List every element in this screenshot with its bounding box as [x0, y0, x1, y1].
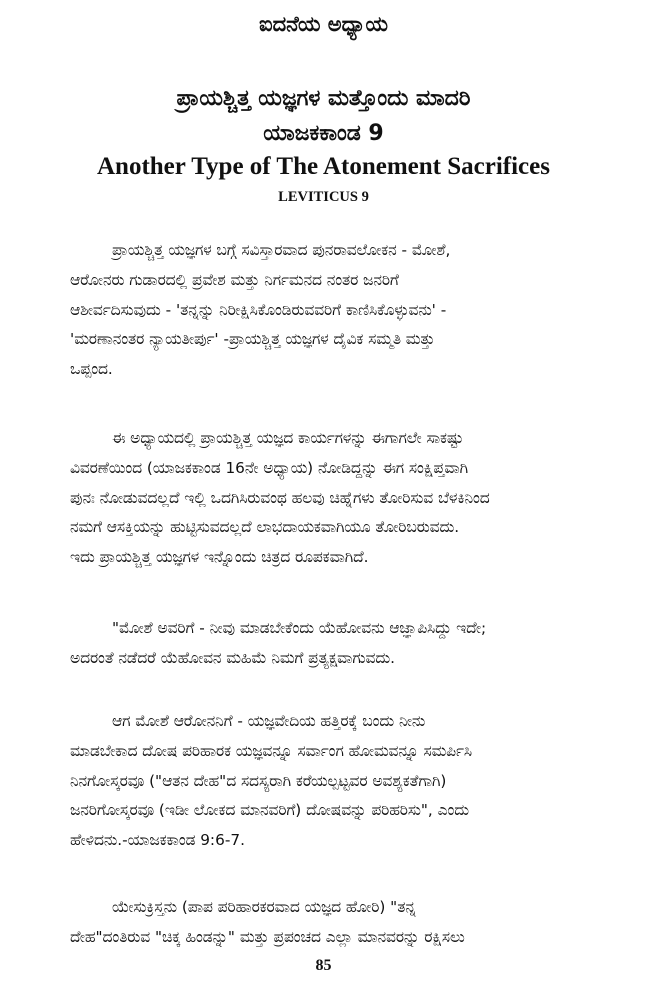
paragraph-line: ಆಶೀರ್ವದಿಸುವುದು - 'ತನ್ನನ್ನು ನಿರೀಕ್ಷಿಸಿಕೊಂಡಿರುವವರಿಗೆ ಕಾಣಿಸಿಕೊಳ್ಳುವನು' - [70, 300, 447, 319]
english-scripture-reference: LEVITICUS 9 [278, 189, 369, 205]
page-number: 85 [315, 957, 332, 974]
paragraph-continuation [70, 893, 628, 953]
paragraph-line: ಆರೋನರು ಗುಡಾರದಲ್ಲಿ ಪ್ರವೇಶ ಮತ್ತು ನಿರ್ಗಮನದ ನಂತರ ಜನರಿಗೆ [70, 270, 399, 289]
paragraph-line: ಈ ಅಧ್ಯಾಯದಲ್ಲಿ ಪ್ರಾಯಶ್ಚಿತ್ತ ಯಜ್ಞದ ಕಾರ್ಯಗಳನ್ನು ಈಗಾಗಲೇ ಸಾಕಷ್ಟು [112, 429, 464, 447]
paragraph-line: ದೇಹ"ದಂತಿರುವ "ಚಿಕ್ಕ ಹಿಂಡನ್ನು" ಮತ್ತು ಪ್ರಪಂಚದ ಎಲ್ಲಾ ಮಾನವರನ್ನು ರಕ್ಷಿಸಲು [70, 927, 465, 946]
english-section-title: Another Type of The Atonement Sacrifices [97, 153, 550, 180]
paragraph-line: ಒಪ್ಪಂದ. [70, 360, 113, 379]
paragraph-line: ನಿನಗೋಸ್ಕರವೂ ("ಆತನ ದೇಹ"ದ ಸದಸ್ಯರಾಗಿ ಕರೆಯಲ್ಪಟ್ಟವರ ಅವಶ್ಯಕತೆಗಾಗಿ) [70, 771, 447, 790]
paragraph-line: "ಮೋಶೆ ಅವರಿಗೆ - ನೀವು ಮಾಡಬೇಕೆಂದು ಯೆಹೋವನು ಆಜ್ಞಾಪಿಸಿದ್ದು ಇದೇ; [112, 619, 487, 637]
paragraph-line: ಪ್ರಾಯಶ್ಚಿತ್ತ ಯಜ್ಞಗಳ ಬಗ್ಗೆ ಸವಿಸ್ತಾರವಾದ ಪುನರಾವಲೋಕನ - ಮೋಶೆ, [112, 241, 451, 259]
paragraph-line: ಇದು ಪ್ರಾಯಶ್ಚಿತ್ತ ಯಜ್ಞಗಳ ಇನ್ನೊಂದು ಚಿತ್ರದ ರೂಪಕವಾಗಿದೆ. [70, 548, 369, 567]
paragraph-introduction [70, 424, 628, 573]
paragraph-line: ಪುನಃ ನೋಡುವದಲ್ಲದೆ ಇಲ್ಲಿ ಒದಗಿಸಿರುವಂಥ ಹಲವು ಚಿಹ್ನೆಗಳು ತೋರಿಸುವ ಬೆಳಕಿನಿಂದ [70, 488, 490, 507]
paragraph-line: ಯೇಸುಕ್ರಿಸ್ತನು (ಪಾಪ ಪರಿಹಾರಕರವಾದ ಯಜ್ಞದ ಹೋರಿ) "ತನ್ನ [112, 898, 416, 916]
paragraph-quote [70, 614, 628, 674]
paragraph-line: ಜನರಿಗೋಸ್ಕರವೂ (ಇಡೀ ಲೋಕದ ಮಾನವರಿಗೆ) ದೋಷವನ್ನು ಪರಿಹರಿಸು", ಎಂದು [70, 801, 469, 820]
paragraph-line: ನಮಗೆ ಆಸಕ್ತಿಯನ್ನು ಹುಟ್ಟಿಸುವದಲ್ಲದೆ ಲಾಭದಾಯಕವಾಗಿಯೂ ತೋರಿಬರುವದು. [70, 518, 460, 537]
paragraph-line: ಅದರಂತೆ ನಡೆದರೆ ಯೆಹೋವನ ಮಹಿಮೆ ನಿಮಗೆ ಪ್ರತ್ಯಕ್ಷವಾಗುವದು. [70, 648, 395, 667]
paragraph-line: ವಿವರಣೆಯಿಂದ (ಯಾಜಕಕಾಂಡ 16ನೇ ಅಧ್ಯಾಯ) ನೋಡಿದ್ದನ್ನು ಈಗ ಸಂಕ್ಷಿಪ್ತವಾಗಿ [70, 458, 469, 477]
paragraph-line: ಮಾಡಬೇಕಾದ ದೋಷ ಪರಿಹಾರಕ ಯಜ್ಞವನ್ನೂ ಸರ್ವಾಂಗ ಹೋಮವನ್ನೂ ಸಮರ್ಪಿಸಿ [70, 741, 473, 760]
paragraph-line: 'ಮರಣಾನಂತರ ನ್ಯಾಯತೀರ್ಪು' -ಪ್ರಾಯಶ್ಚಿತ್ತ ಯಜ್ಞಗಳ ದೈವಿಕ ಸಮ್ಮತಿ ಮತ್ತು [70, 330, 435, 349]
kannada-scripture-reference: ಯಾಜಕಕಾಂಡ 9 [263, 121, 384, 146]
paragraph-summary [70, 236, 628, 385]
kannada-section-title: ಪ್ರಾಯಶ್ಚಿತ್ತ ಯಜ್ಞಗಳ ಮತ್ತೊಂದು ಮಾದರಿ [176, 86, 471, 111]
paragraph-line: ಹೇಳಿದನು.-ಯಾಜಕಕಾಂಡ 9:6-7. [70, 831, 245, 850]
chapter-header: ಐದನೆಯ ಅಧ್ಯಾಯ [258, 12, 388, 36]
paragraph-instruction [70, 707, 628, 856]
paragraph-line: ಆಗ ಮೋಶೆ ಆರೋನನಿಗೆ - ಯಜ್ಞವೇದಿಯ ಹತ್ತಿರಕ್ಕೆ ಬಂದು ನೀನು [112, 712, 426, 730]
